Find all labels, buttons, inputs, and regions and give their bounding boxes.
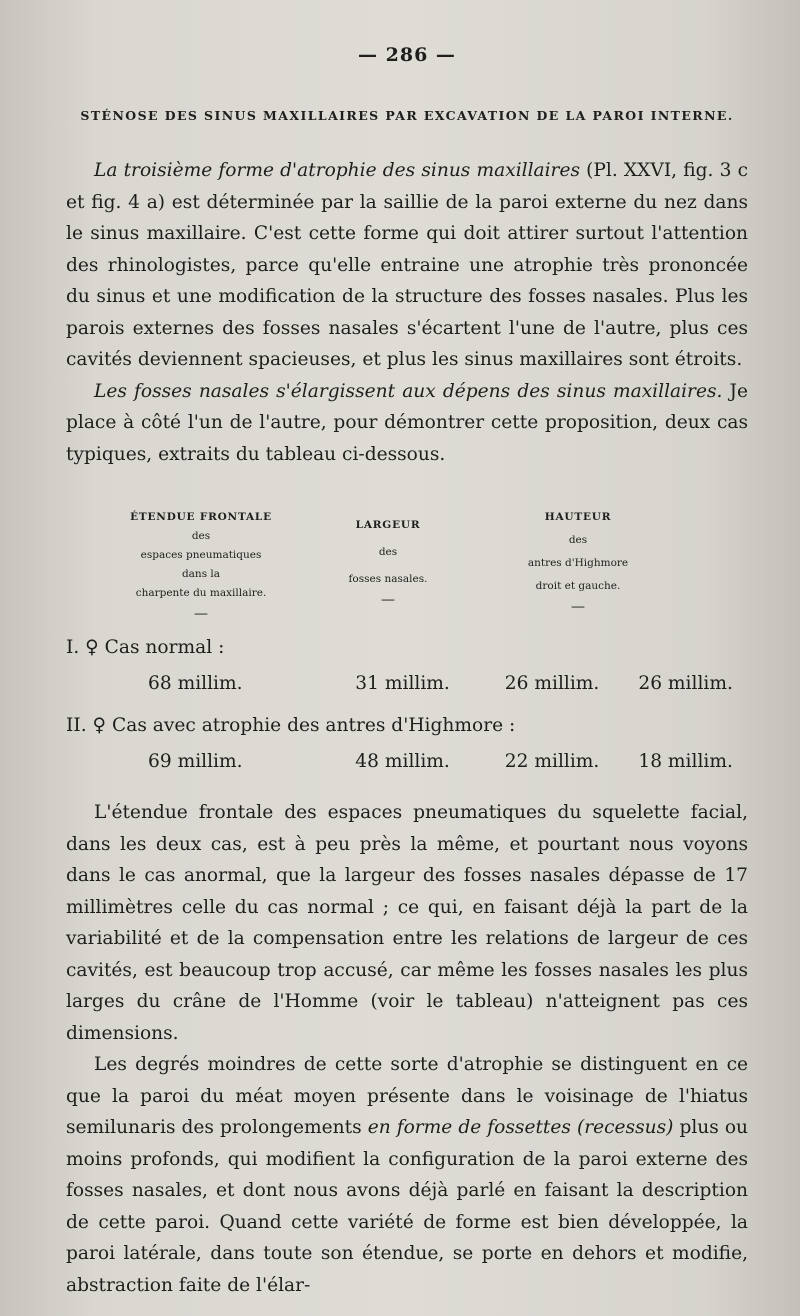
- case-2-values: [66, 745, 748, 779]
- table-header-col-1: [106, 508, 296, 623]
- case-1-value-height-left: 26 millim.: [638, 673, 733, 694]
- header-3-line-1: HAUTEUR: [544, 511, 612, 523]
- case-1-value-width: 31 millim.: [355, 673, 450, 694]
- header-2-dash: —: [381, 592, 395, 608]
- case-1-value-frontal: 68 millim.: [148, 673, 243, 694]
- paragraph-1: [66, 155, 748, 376]
- header-1-line-5: charpente du maxillaire.: [135, 587, 267, 599]
- header-2-line-3: fosses nasales.: [348, 573, 428, 585]
- case-2: [66, 711, 748, 779]
- case-2-label: II. ♀ Cas avec atrophie des antres d'Highmore :: [66, 715, 516, 736]
- paragraph-2: [66, 376, 748, 471]
- header-1-dash: —: [194, 606, 208, 622]
- header-1-line-1: ÉTENDUE FRONTALE: [130, 511, 272, 523]
- section-title: STÉNOSE DES SINUS MAXILLAIRES PAR EXCAVATION DE LA PAROI INTERNE.: [80, 108, 734, 123]
- header-3-line-4: droit et gauche.: [535, 580, 621, 592]
- paragraph-4-text-before: Les degrés moindres de cette sorte d'atrophie se distinguent en ce que la paroi du méat moyen présente dans le voisinage de l'hiatus semilunaris des prolongements: [66, 1054, 748, 1138]
- case-2-value-width: 48 millim.: [355, 751, 450, 772]
- header-3-dash: —: [571, 599, 585, 615]
- case-2-value-height-right: 22 millim.: [504, 751, 600, 772]
- table-header-col-2: [308, 508, 468, 609]
- header-1-line-4: dans la: [181, 568, 221, 580]
- header-2-line-2: des: [378, 546, 398, 558]
- paragraph-4-italic: en forme de fossettes (recessus): [367, 1117, 674, 1138]
- header-1-line-3: espaces pneumatiques: [140, 549, 262, 561]
- paragraph-1-text: (Pl. XXVI, fig. 3 c et fig. 4 a) est déterminée par la saillie de la paroi externe du nez dans le sinus maxillaire. C'est cette forme qui doit attirer surtout l'attention des rhinologistes, parce qu'elle entraine une atrophie très prononcée du sinus et une modification de la structure des fosses nasales. Plus les parois externes des fosses nasales s'écartent l'une de l'autre, plus ces cavités deviennent spacieuses, et plus les sinus maxillaires sont étroits.: [66, 160, 748, 370]
- header-3-line-2: des: [568, 534, 588, 546]
- case-1-value-height-right: 26 millim.: [504, 673, 600, 694]
- case-2-value-frontal: 69 millim.: [148, 751, 243, 772]
- paragraph-2-italic: Les fosses nasales s'élargissent aux dépens des sinus maxillaires.: [94, 380, 723, 402]
- case-1: [66, 633, 748, 701]
- case-1-values: [66, 667, 748, 701]
- paragraph-2-text: Je place à côté l'un de l'autre, pour démontrer cette proposition, deux cas typiques, extraits du tableau ci-dessous.: [66, 380, 748, 465]
- header-3-line-3: antres d'Highmore: [527, 557, 629, 569]
- header-1-line-2: des: [191, 530, 211, 542]
- table-header-col-3: [478, 508, 678, 616]
- paragraph-1-italic: La troisième forme d'atrophie des sinus maxillaires: [94, 160, 580, 181]
- paragraph-3: L'étendue frontale des espaces pneumatiques du squelette facial, dans les deux cas, est à peu près la même, et pourtant nous voyons dans le cas anormal, que la largeur des fosses nasales dépasse de 17 millimètres celle du cas normal ; ce qui, en faisant déjà la part de la variabilité et de la compensation entre les relations de largeur de ces cavités, est beaucoup trop accusé, car même les fosses nasales les plus larges du crâne de l'Homme (voir le tableau) n'atteignent pas ces dimensions.: [66, 802, 748, 1044]
- case-1-label: I. ♀ Cas normal :: [66, 637, 225, 658]
- case-2-value-height-left: 18 millim.: [638, 751, 733, 772]
- paragraph-4-text-after: plus ou moins profonds, qui modifient la configuration de la paroi externe des fosses nasales, et dont nous avons déjà parlé en faisant la description de cette paroi. Quand cette variété de forme est bien développée, la paroi latérale, dans toute son étendue, se porte en dehors et modifie, abstraction faite de l'élar-: [66, 1117, 749, 1296]
- header-2-line-1: LARGEUR: [355, 519, 421, 531]
- paragraph-4: [66, 1049, 748, 1301]
- spacer: [66, 779, 748, 797]
- table-header: [66, 508, 748, 623]
- page-number: — 286 —: [358, 44, 456, 66]
